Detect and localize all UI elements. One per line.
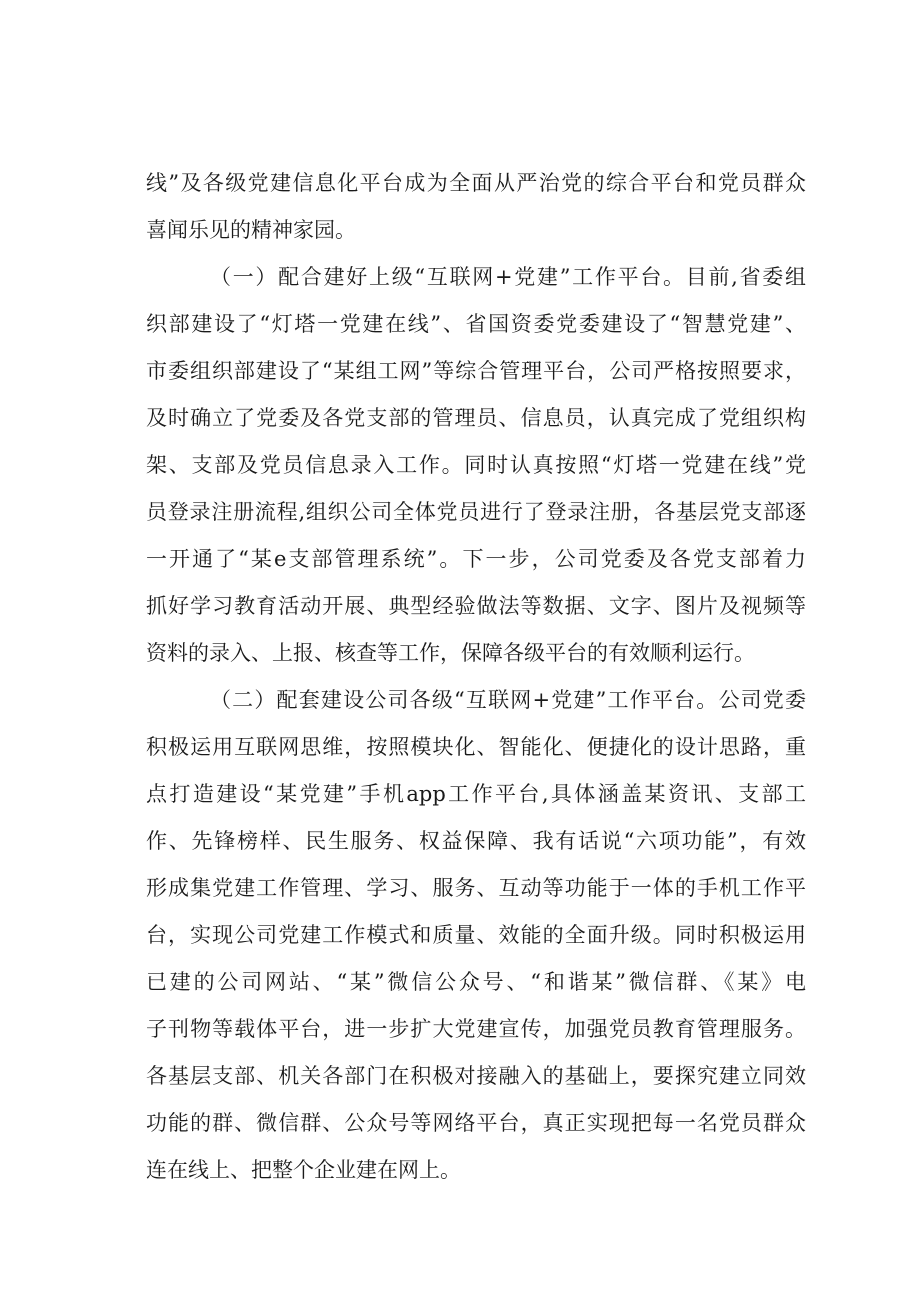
text-line: 喜闻乐见的精神家园。 xyxy=(146,218,356,242)
text-line: 织部建设了“灯塔一党建在线”、省国资委党委建设了“智慧党建”、 xyxy=(146,312,806,336)
text-line: 台，实现公司党建工作模式和质量、效能的全面升级。同时积极运用 xyxy=(146,923,806,947)
text-line: 作、先锋榜样、民生服务、权益保障、我有话说“六项功能”，有效 xyxy=(146,829,806,853)
text-line: 及时确立了党委及各党支部的管理员、信息员，认真完成了党组织构 xyxy=(146,406,806,430)
section-heading-line: （二）配套建设公司各级“互联网+党建”工作平台。公司党委 xyxy=(210,688,806,712)
text-line: 线”及各级党建信息化平台成为全面从严治党的综合平台和党员群众 xyxy=(146,171,806,195)
text-line: 架、支部及党员信息录入工作。同时认真按照“灯塔一党建在线”党 xyxy=(146,453,806,477)
text-line: 各基层支部、机关各部门在积极对接融入的基础上，要探究建立同效 xyxy=(146,1064,806,1088)
text-line: 子刊物等载体平台，进一步扩大党建宣传，加强党员教育管理服务。 xyxy=(146,1017,806,1041)
section-heading-line: （一）配合建好上级“互联网+党建”工作平台。目前,省委组 xyxy=(210,265,806,289)
text-line: 点打造建设“某党建”手机app工作平台,具体涵盖某资讯、支部工 xyxy=(146,782,806,806)
text-line: 员登录注册流程,组织公司全体党员进行了登录注册，各基层党支部逐 xyxy=(146,500,806,524)
text-line: 资料的录入、上报、核查等工作，保障各级平台的有效顺利运行。 xyxy=(146,641,755,665)
text-line: 形成集党建工作管理、学习、服务、互动等功能于一体的手机工作平 xyxy=(146,876,806,900)
text-line: 已建的公司网站、“某”微信公众号、“和谐某”微信群、《某》电 xyxy=(146,970,806,994)
text-line: 积极运用互联网思维，按照模块化、智能化、便捷化的设计思路，重 xyxy=(146,735,806,759)
text-line: 抓好学习教育活动开展、典型经验做法等数据、文字、图片及视频等 xyxy=(146,594,806,618)
text-line: 连在线上、把整个企业建在网上。 xyxy=(146,1158,461,1182)
text-line: 功能的群、微信群、公众号等网络平台，真正实现把每一名党员群众 xyxy=(146,1111,806,1135)
text-line: 市委组织部建设了“某组工网”等综合管理平台，公司严格按照要求， xyxy=(146,359,806,383)
text-line: 一开通了“某e支部管理系统”。下一步，公司党委及各党支部着力 xyxy=(146,547,806,571)
document-body xyxy=(146,160,806,1194)
